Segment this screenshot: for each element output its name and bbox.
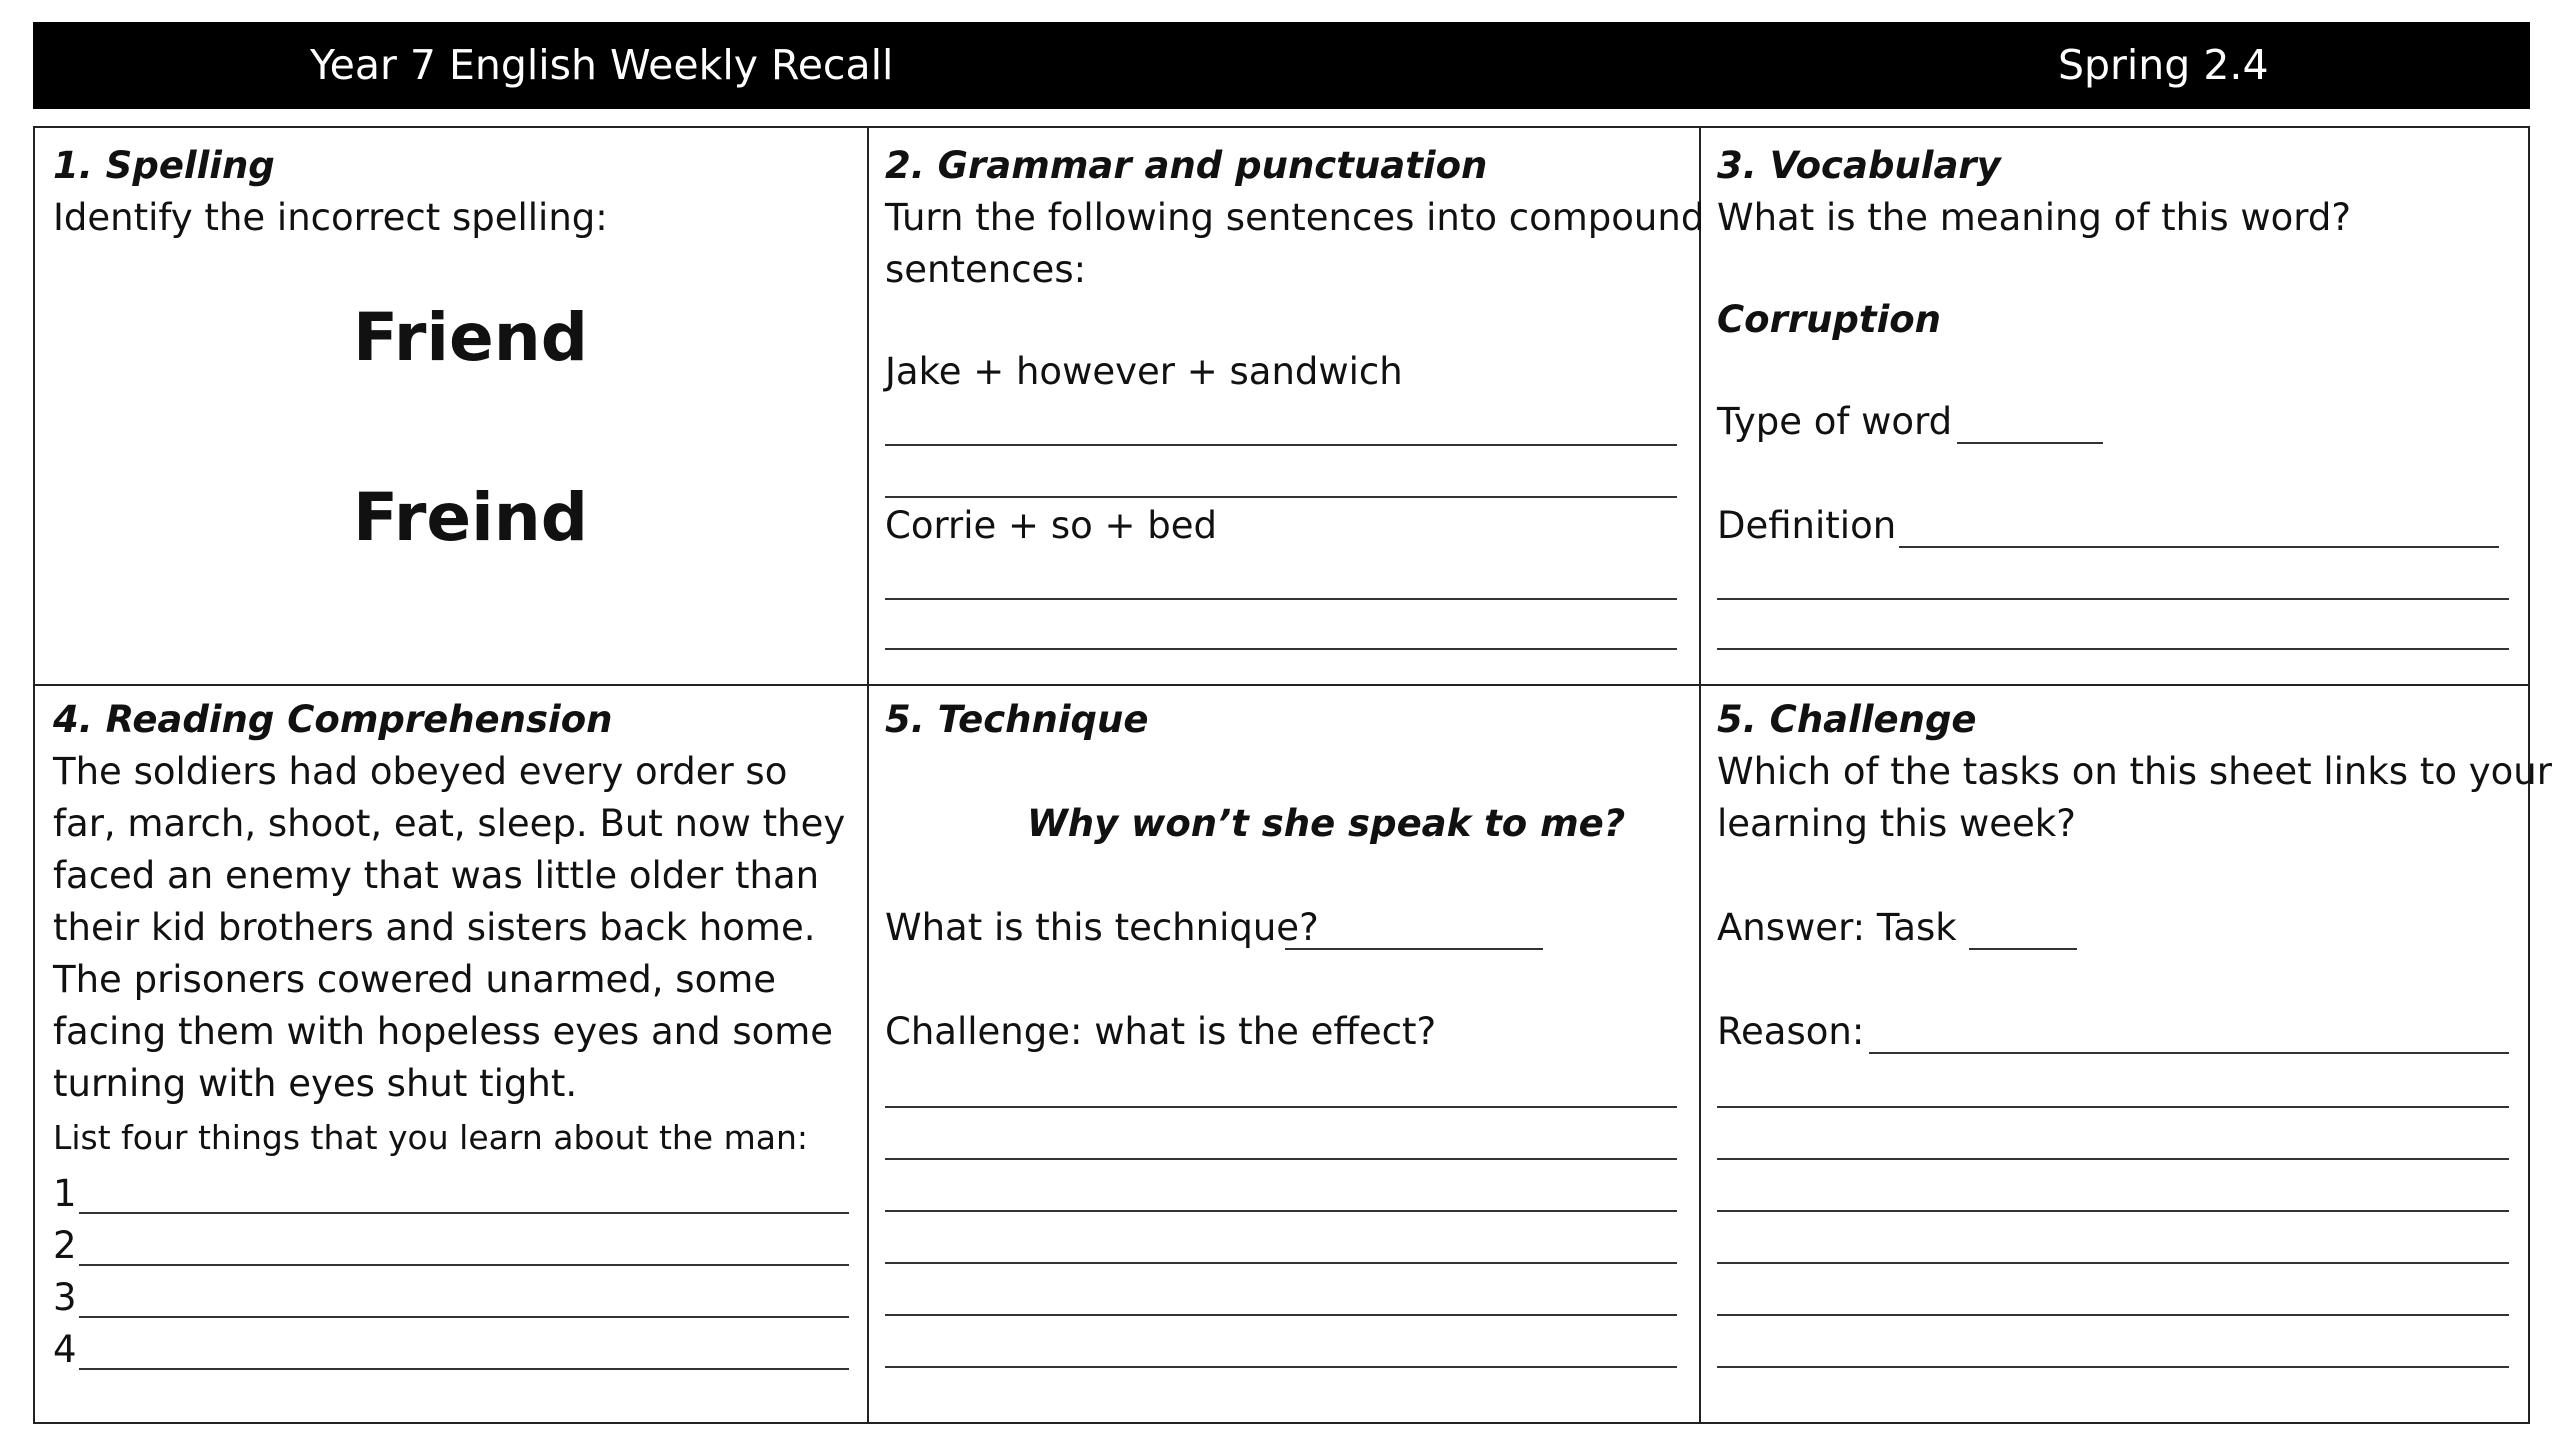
list-number: 4 (53, 1328, 77, 1371)
vocab-word: Corruption (1717, 298, 1942, 341)
grammar-heading: 2. Grammar and punctuation (885, 144, 1488, 187)
answer-line[interactable] (79, 1212, 849, 1214)
answer-line[interactable] (1717, 1366, 2509, 1368)
answer-line[interactable] (1717, 598, 2509, 600)
reading-heading: 4. Reading Comprehension (53, 698, 613, 741)
vocab-cell (1699, 128, 2532, 684)
challenge-reason-label: Reason: (1717, 1010, 1865, 1053)
spelling-cell (35, 128, 867, 684)
passage-line: their kid brothers and sisters back home. (53, 906, 816, 949)
answer-line[interactable] (885, 444, 1677, 446)
passage-line: faced an enemy that was little older than (53, 854, 820, 897)
list-number: 2 (53, 1224, 77, 1267)
technique-answer-line[interactable] (1285, 948, 1543, 950)
answer-line[interactable] (1717, 1158, 2509, 1160)
definition-answer-line[interactable] (1899, 546, 2499, 548)
technique-cell (867, 684, 1699, 1426)
technique-question: What is this technique? (885, 906, 1319, 949)
grammar-prompt-b: Corrie + so + bed (885, 504, 1217, 547)
challenge-question: Which of the tasks on this sheet links to your (1717, 750, 2552, 793)
passage-line: facing them with hopeless eyes and some (53, 1010, 834, 1053)
answer-line[interactable] (79, 1264, 849, 1266)
answer-line[interactable] (885, 1366, 1677, 1368)
technique-heading: 5. Technique (885, 698, 1149, 741)
answer-line[interactable] (1717, 1210, 2509, 1212)
answer-line[interactable] (885, 1210, 1677, 1212)
answer-line[interactable] (885, 598, 1677, 600)
answer-line[interactable] (885, 1106, 1677, 1108)
challenge-question-cont: learning this week? (1717, 802, 2076, 845)
reading-cell (35, 684, 867, 1426)
grammar-instruction-cont: sentences: (885, 248, 1087, 291)
passage-line: The soldiers had obeyed every order so (53, 750, 788, 793)
answer-line[interactable] (1717, 648, 2509, 650)
answer-line[interactable] (885, 648, 1677, 650)
word-type-answer-line[interactable] (1957, 442, 2103, 444)
passage-line: far, march, shoot, eat, sleep. But now they (53, 802, 846, 845)
sheet-title: Year 7 English Weekly Recall (310, 41, 894, 89)
answer-line[interactable] (1717, 1262, 2509, 1264)
vocab-heading: 3. Vocabulary (1717, 144, 2001, 187)
technique-challenge: Challenge: what is the effect? (885, 1010, 1437, 1053)
grammar-instruction: Turn the following sentences into compound (885, 196, 1705, 239)
passage-line: turning with eyes shut tight. (53, 1062, 578, 1105)
challenge-answer-label: Answer: Task (1717, 906, 1957, 949)
reason-answer-line[interactable] (1869, 1052, 2509, 1054)
task-answer-line[interactable] (1969, 948, 2077, 950)
header-bar (33, 22, 2530, 109)
answer-line[interactable] (885, 1314, 1677, 1316)
vocab-type-label: Type of word (1717, 400, 1953, 443)
vocab-question: What is the meaning of this word? (1717, 196, 2351, 239)
technique-quote: Why won’t she speak to me? (1027, 802, 1626, 845)
answer-line[interactable] (79, 1368, 849, 1370)
reading-question: List four things that you learn about the man: (53, 1118, 808, 1157)
answer-line[interactable] (885, 1158, 1677, 1160)
vocab-definition-label: Definition (1717, 504, 1897, 547)
spelling-instruction: Identify the incorrect spelling: (53, 196, 608, 239)
list-number: 3 (53, 1276, 77, 1319)
answer-line[interactable] (1717, 1314, 2509, 1316)
answer-line[interactable] (885, 1262, 1677, 1264)
grammar-prompt-a: Jake + however + sandwich (885, 350, 1403, 393)
task-grid (33, 126, 2552, 1424)
grammar-cell (867, 128, 1705, 684)
list-number: 1 (53, 1172, 77, 1215)
spelling-word-a: Friend (353, 299, 589, 376)
answer-line[interactable] (79, 1316, 849, 1318)
answer-line[interactable] (1717, 1106, 2509, 1108)
passage-line: The prisoners cowered unarmed, some (53, 958, 777, 1001)
spelling-heading: 1. Spelling (53, 144, 275, 187)
challenge-heading: 5. Challenge (1717, 698, 1977, 741)
challenge-cell (1699, 684, 2552, 1426)
term-label: Spring 2.4 (2058, 41, 2269, 89)
answer-line[interactable] (885, 496, 1677, 498)
spelling-word-b: Freind (353, 479, 589, 556)
